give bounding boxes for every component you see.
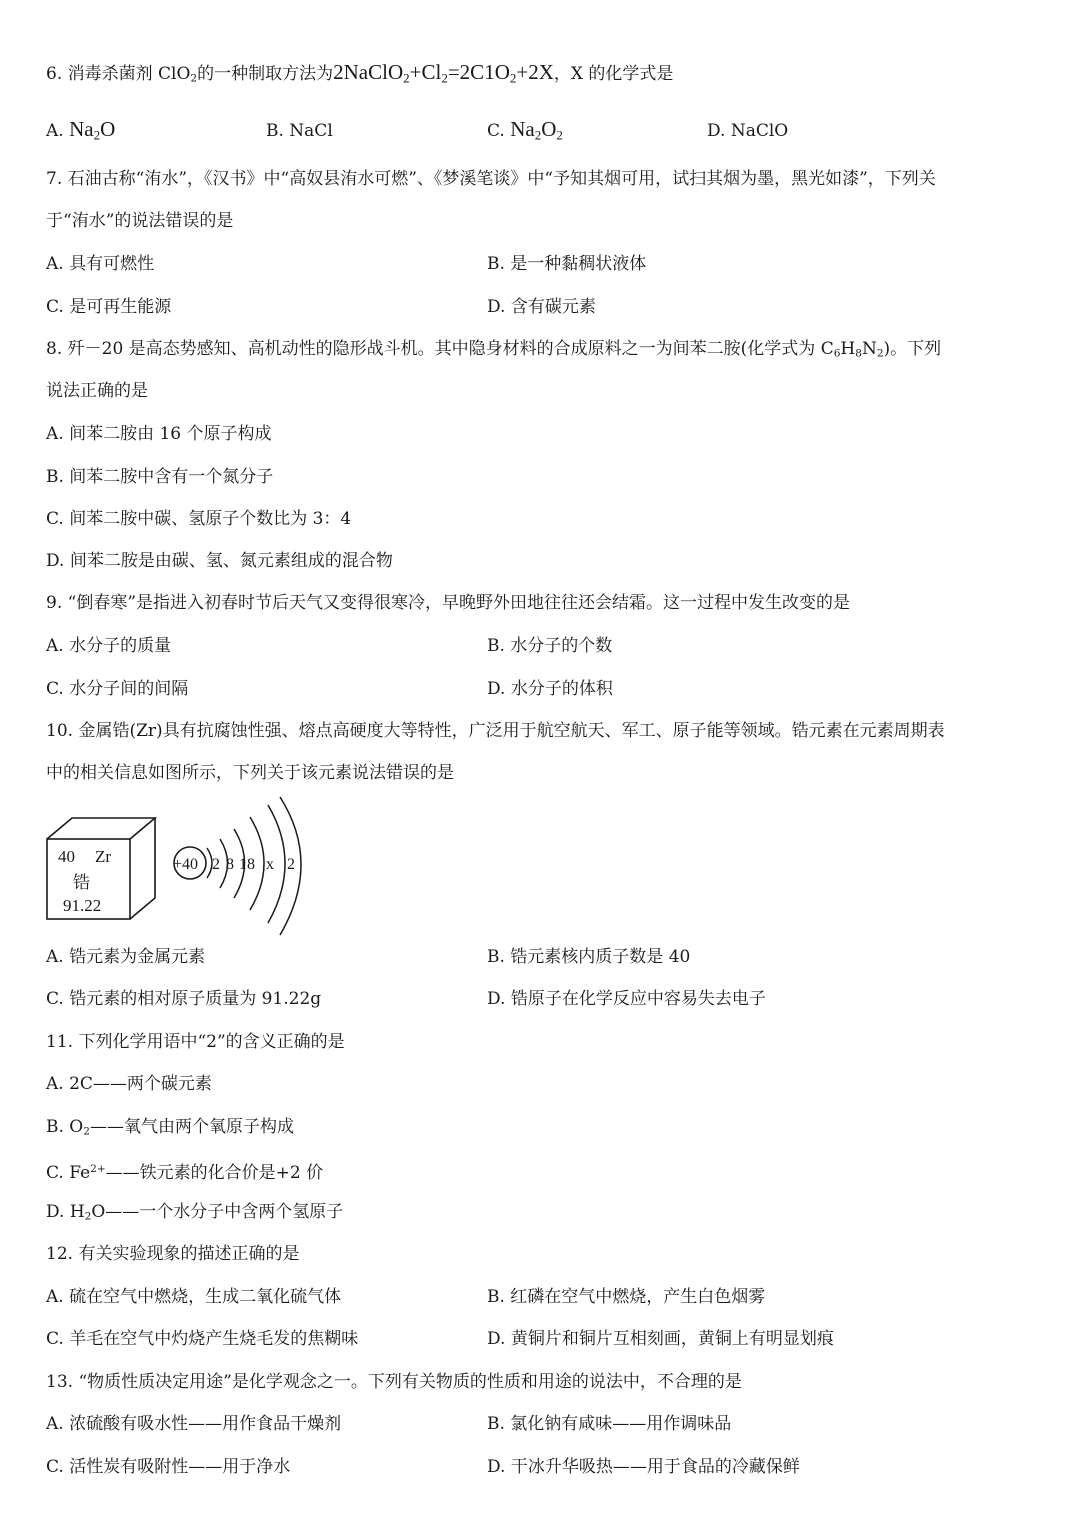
q10-stem-line1: 10. 金属锆(Zr)具有抗腐蚀性强、熔点高硬度大等特性，广泛用于航空航天、军工、原子能等领域。锆元素在元素周期表 <box>46 721 945 741</box>
q9-option-c: C. 水分子间的间隔 <box>46 679 189 699</box>
element-symbol: Zr <box>95 847 112 866</box>
q10-option-c: C. 锆元素的相对原子质量为 91.22g <box>46 989 322 1009</box>
element-name: 锆 <box>73 873 90 892</box>
q12-option-a: A. 硫在空气中燃烧，生成二氧化硫气体 <box>46 1287 342 1307</box>
q13-option-d: D. 干冰升华吸热——用于食品的冷藏保鲜 <box>487 1457 800 1477</box>
shell-5-count: 2 <box>287 856 295 873</box>
q13-option-a: A. 浓硫酸有吸水性——用作食品干燥剂 <box>46 1414 342 1434</box>
shell-2-count: 8 <box>226 856 234 873</box>
q9-stem: 9. “倒春寒”是指进入初春时节后天气又变得很寒冷，早晚野外田地往往还会结霜。这一过程中发生改变的是 <box>46 593 851 613</box>
nucleus-charge: +40 <box>173 856 199 873</box>
q11-stem: 11. 下列化学用语中“2”的含义正确的是 <box>46 1032 345 1052</box>
q8-option-d: D. 间苯二胺是由碳、氢、氮元素组成的混合物 <box>46 551 393 571</box>
q8-option-a: A. 间苯二胺由 16 个原子构成 <box>46 424 272 444</box>
q10-stem-line2: 中的相关信息如图所示，下列关于该元素说法错误的是 <box>46 763 454 783</box>
shell-1-count: 2 <box>212 856 220 873</box>
q13-option-c: C. 活性炭有吸附性——用于净水 <box>46 1457 291 1477</box>
q11-option-a: A. 2C——两个碳元素 <box>46 1074 212 1094</box>
q9-option-a: A. 水分子的质量 <box>46 636 172 656</box>
q7-stem-line2: 于“洧水”的说法错误的是 <box>46 211 234 231</box>
q8-stem-line1: 8. 歼－20 是高态势感知、高机动性的隐形战斗机。其中隐身材料的合成原料之一为间苯二胺(化学式为 $C_6H_8N_2$)。下列 <box>46 339 942 360</box>
q6-option-d: D. NaClO <box>707 121 789 141</box>
shell-3-count: 18 <box>239 856 255 873</box>
q11-option-b: B. $O_2——$氧气由两个氧原子构成 <box>46 1117 294 1138</box>
q6-option-b: B. NaCl <box>266 121 333 141</box>
q10-option-d: D. 锆原子在化学反应中容易失去电子 <box>487 989 766 1009</box>
q13-stem: 13. “物质性质决定用途”是化学观念之一。下列有关物质的性质和用途的说法中，不合理的是 <box>46 1372 742 1392</box>
q7-stem-line1: 7. 石油古称“洧水”，《汉书》中“高奴县洧水可燃”、《梦溪笔谈》中“予知其烟可用，试扫其烟为墨，黑光如漆”，下列关 <box>46 169 936 189</box>
q9-option-d: D. 水分子的体积 <box>487 679 613 699</box>
q10-option-b: B. 锆元素核内质子数是 40 <box>487 947 691 967</box>
q7-option-a: A. 具有可燃性 <box>46 254 155 274</box>
q8-option-b: B. 间苯二胺中含有一个氮分子 <box>46 467 274 487</box>
q12-option-b: B. 红磷在空气中燃烧，产生白色烟雾 <box>487 1287 766 1307</box>
zirconium-figure <box>40 793 320 943</box>
q7-option-b: B. 是一种黏稠状液体 <box>487 254 647 274</box>
shell-4-count: x <box>266 856 274 873</box>
q11-option-c: C. $Fe^{2+}——$铁元素的化合价是+2 价 <box>46 1162 324 1183</box>
q12-option-c: C. 羊毛在空气中灼烧产生烧毛发的焦糊味 <box>46 1329 359 1349</box>
q7-option-d: D. 含有碳元素 <box>487 297 596 317</box>
q11-option-d: D. $H_2O——$一个水分子中含两个氢原子 <box>46 1202 344 1223</box>
q9-option-b: B. 水分子的个数 <box>487 636 613 656</box>
q6-option-a: A. $Na_2O$ <box>46 117 116 143</box>
q12-stem: 12. 有关实验现象的描述正确的是 <box>46 1244 300 1264</box>
q8-stem-line2: 说法正确的是 <box>46 381 148 401</box>
q13-option-b: B. 氯化钠有咸味——用作调味品 <box>487 1414 732 1434</box>
q6-stem: 6. 消毒杀菌剂 ClO$_2$的一种制取方法为$2NaClO_2+Cl_2=2C1O_2+2X$，X 的化学式是 <box>46 60 674 86</box>
q12-option-d: D. 黄铜片和铜片互相刻画，黄铜上有明显划痕 <box>487 1329 834 1349</box>
atomic-mass: 91.22 <box>63 896 102 915</box>
atom-structure-diagram <box>173 797 301 935</box>
q10-option-a: A. 锆元素为金属元素 <box>46 947 206 967</box>
q7-option-c: C. 是可再生能源 <box>46 297 172 317</box>
atomic-number: 40 <box>58 847 75 866</box>
q6-option-c: C. $Na_2O_2$ <box>487 117 563 143</box>
q8-option-c: C. 间苯二胺中碳、氢原子个数比为 3：4 <box>46 509 352 529</box>
q6-equation: $2NaClO_2+Cl_2=2C1O_2+2X$ <box>333 60 554 86</box>
